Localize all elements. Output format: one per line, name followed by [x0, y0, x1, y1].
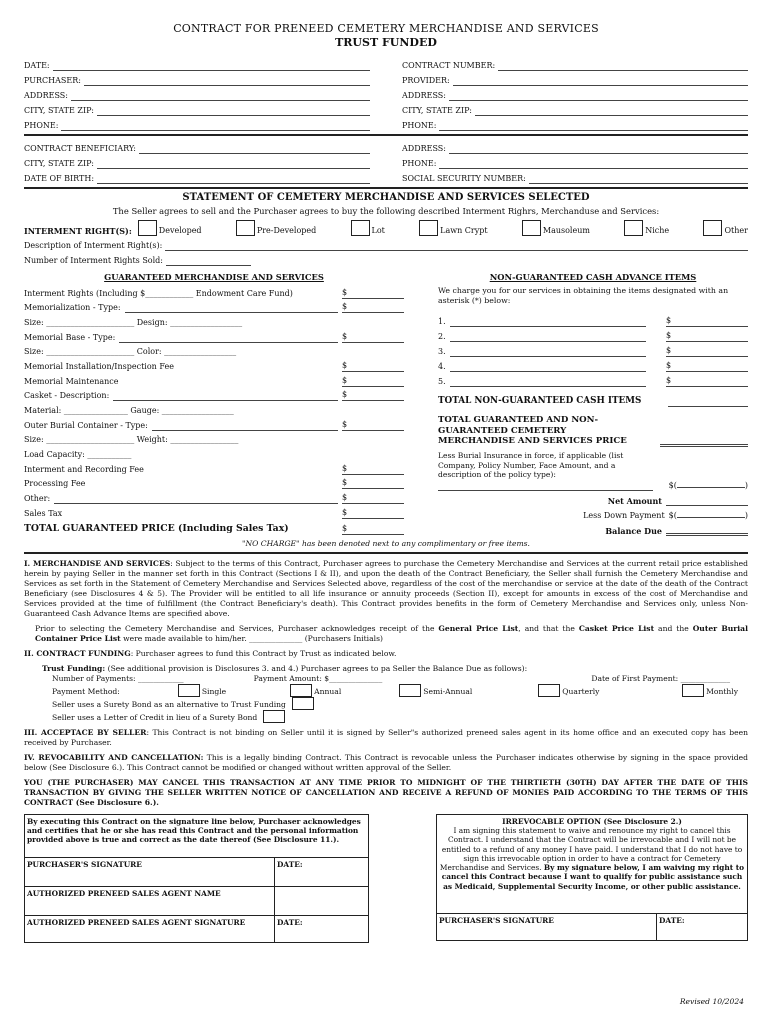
purchaser-field-1-line [24, 71, 370, 86]
cash-item-amount[interactable]: $ [666, 332, 748, 342]
guaranteed-row-label: Interment and Recording Fee [24, 464, 144, 474]
guaranteed-row-amount[interactable]: $ [342, 303, 404, 313]
guaranteed-row-input[interactable] [119, 334, 338, 343]
statement-intro: The Seller agrees to sell and the Purchaser agrees to buy the following described Interment Righrs, Merchanduse and Services: [112, 206, 660, 216]
interment-option-label: Lot [371, 225, 385, 235]
cash-item-number: 5. [438, 376, 446, 386]
guaranteed-row-label: Other: [24, 494, 51, 504]
quarterly-checkbox[interactable] [538, 684, 560, 697]
provider-field-3-line [402, 101, 748, 116]
guaranteed-row-label: Processing Fee [24, 479, 86, 489]
purchaser-field-3-label: CITY, STATE ZIP: [24, 105, 94, 115]
interment-option-2 [345, 220, 385, 236]
guaranteed-row [24, 372, 404, 387]
purchaser-field-2-label: ADDRESS: [24, 90, 68, 100]
interment-option-1 [230, 220, 316, 236]
beneficiary-block [24, 139, 748, 184]
cash-item-row [438, 372, 748, 387]
guaranteed-row-amount[interactable]: $ [342, 377, 404, 387]
no-charge-note: "NO CHARGE" has been denoted next to any complimentary or free items. [242, 538, 530, 548]
grand-total-amount[interactable] [660, 435, 748, 447]
provider-field-3-input[interactable] [475, 106, 748, 116]
guaranteed-row-label: Size: ______________________ Color: __________________ [24, 347, 237, 357]
guaranteed-row-input[interactable] [113, 392, 338, 401]
cash-item-row [438, 312, 748, 327]
irrevocable-signature-field[interactable]: PURCHASER'S SIGNATURE [437, 913, 657, 940]
beneficiary-fields [24, 139, 370, 184]
guaranteed-row [24, 460, 404, 475]
guaranteed-row-label: Memorialization - Type: [24, 303, 121, 313]
cash-item-amount[interactable]: $ [666, 347, 748, 357]
beneficiary-field-2-input[interactable] [97, 174, 370, 184]
nonguaranteed-intro: We charge you for our services in obtaining the items designated with an asterisk (*) below: [438, 285, 729, 305]
guaranteed-row-label: Load Capacity: ___________ [24, 450, 132, 460]
interment-option-checkbox[interactable] [419, 220, 438, 236]
cash-item-row [438, 327, 748, 342]
cash-item-input[interactable] [450, 348, 646, 357]
guaranteed-row-label: Memorial Maintenance [24, 376, 119, 386]
guaranteed-row-amount[interactable]: $ [342, 479, 404, 489]
beneficiary-field-0-input[interactable] [139, 144, 370, 154]
interment-option-label: Niche [645, 225, 670, 235]
guaranteed-row-label: Size: ______________________ Weight: _________________ [24, 435, 239, 445]
provider-field-1-label: PROVIDER: [402, 75, 450, 85]
provider-field-4-label: PHONE: [402, 120, 437, 130]
beneficiary-info-field-2-label: SOCIAL SECURITY NUMBER: [402, 173, 526, 183]
beneficiary-contact-fields [402, 139, 748, 184]
number-line: Number of Interment Rights Sold: [24, 251, 748, 266]
purchaser-date-field[interactable]: DATE: [275, 857, 369, 886]
interment-option-3 [413, 220, 487, 236]
revision-label: Revised 10/2024 [679, 997, 744, 1006]
surety-bond-checkbox[interactable] [292, 697, 314, 710]
beneficiary-field-1-label: CITY, STATE ZIP: [24, 158, 94, 168]
beneficiary-info-field-2-input[interactable] [529, 174, 748, 184]
guaranteed-row-amount[interactable]: $ [342, 362, 404, 372]
cash-item-amount[interactable]: $ [666, 377, 748, 387]
guaranteed-row-input[interactable] [152, 422, 338, 431]
price-list-ack: Prior to selecting the Cemetery Merchandise and Services, Purchaser acknowledges receipt of the General Price List, and that the Casket Price List and the Outer Burial Container Price List were made available to him/her. ______________ (Purchasers Initials) [35, 624, 748, 644]
cash-item-input[interactable] [450, 378, 646, 387]
price-block [24, 272, 748, 536]
interment-option-checkbox[interactable] [624, 220, 643, 236]
interment-option-label: Lawn Crypt [440, 225, 488, 235]
interment-rights-label: INTERMENT RIGHT(S): [24, 225, 132, 236]
beneficiary-info-field-0-line [402, 139, 748, 154]
insurance-amount[interactable]: $( ) [668, 480, 748, 490]
net-row: Net Amount [438, 491, 748, 506]
guaranteed-row-amount[interactable]: $ [342, 509, 404, 519]
purchaser-field-3-line [24, 101, 370, 116]
document-title: CONTRACT FOR PRENEED CEMETERY MERCHANDISE AND SERVICES [173, 22, 599, 35]
guaranteed-row-input[interactable] [54, 495, 338, 504]
provider-field-2-line [402, 86, 748, 101]
agent-name-field[interactable]: AUTHORIZED PRENEED SALES AGENT NAME [25, 886, 275, 915]
contract-page [24, 22, 748, 943]
interment-option-4 [516, 220, 590, 236]
provider-field-0-input[interactable] [498, 61, 748, 71]
provider-field-2-label: ADDRESS: [402, 90, 446, 100]
insurance-row: Less Burial Insurance in force, if applicable (list Company, Policy Number, Face Amount, and a description of the policy type): $( ) [438, 451, 748, 490]
cancellation-notice: YOU (THE PURCHASER) MAY CANCEL THIS TRANSACTION AT ANY TIME PRIOR TO MIDNIGHT OF THE THIRTIETH (30TH) DAY AFTER THE DATE OF THIS TRANSACTION BY GIVING THE SELLER WRITTEN NOTICE OF CANCELLATION AND RECEIVE A REFUND OF MONIES PAID ACCORDING TO THE TERMS OF THIS CONTRACT (See Disclosure 6.). [24, 777, 748, 807]
interment-option-0 [132, 220, 202, 236]
cash-item-number: 4. [438, 361, 446, 371]
guaranteed-row [24, 343, 404, 358]
cash-item-number: 2. [438, 331, 446, 341]
total-guaranteed-amount[interactable]: $ [342, 525, 404, 535]
net-amount[interactable] [666, 496, 748, 506]
beneficiary-field-0-line [24, 139, 370, 154]
purchaser-field-2-input[interactable] [71, 91, 370, 101]
statement-title: STATEMENT OF CEMETERY MERCHANDISE AND SERVICES SELECTED [182, 191, 590, 203]
guaranteed-row [24, 357, 404, 372]
purchaser-field-3-input[interactable] [97, 106, 370, 116]
description-input[interactable] [165, 241, 748, 251]
guaranteed-heading: GUARANTEED MERCHANDISE AND SERVICES [104, 271, 324, 282]
purchaser-field-0-label: DATE: [24, 60, 50, 70]
guaranteed-row [24, 328, 404, 343]
provider-field-0-line [402, 56, 748, 71]
guaranteed-column [24, 272, 404, 536]
purchaser-field-4-label: PHONE: [24, 120, 59, 130]
balance-row: Balance Due [438, 521, 748, 536]
cash-item-input[interactable] [450, 318, 646, 327]
guaranteed-row-label: Casket - Description: [24, 391, 110, 401]
cash-item-amount[interactable]: $ [666, 317, 748, 327]
single-checkbox[interactable] [178, 684, 200, 697]
annual-checkbox[interactable] [290, 684, 312, 697]
grand-total-row: TOTAL GUARANTEED AND NON-GUARANTEED CEMETERY MERCHANDISE AND SERVICES PRICE [438, 415, 748, 447]
irrevocable-title: IRREVOCABLE OPTION (See Disclosure 2.) [502, 816, 682, 826]
interment-rights-row [24, 220, 748, 236]
interment-option-checkbox[interactable] [703, 220, 722, 236]
description-line: Description of Interment Right(s): [24, 236, 748, 251]
cash-item-number: 3. [438, 346, 446, 356]
document-subtitle: TRUST FUNDED [335, 35, 437, 49]
down-amount[interactable]: $( ) [668, 510, 748, 520]
section-merchandise: I. MERCHANDISE AND SERVICES: Subject to the terms of this Contract, Purchaser agrees to purchase the Cemetery Merchandise and Services at the current retail price established herein by paying Seller in the manner set forth in this Contract (Sections I & II), and upon the death of the Contract Beneficiary, the Seller shall furnish the Cemetery Merchandise and Services as set forth in the Statement of Cemetery Merchandise and Services Selected above, regardless of the cost of the merchandise or service at the date of the death of the Contract Beneficiary (see Disclosures 4 & 5). The Provider will be entitled to all life insurance or annuity proceeds (Section II), except for amounts in excess of the cost of Merchandise and Services provided at the time of fulfillment (the Contract Beneficiary's death). This Contract provides benefits in the form of Cemetery Merchandise and Services only, unless Non-Guaranteed Cash Advance Items are specified above. [24, 559, 748, 619]
provider-field-4-line [402, 116, 748, 131]
agent-signature-field[interactable]: AUTHORIZED PRENEED SALES AGENT SIGNATURE [25, 915, 275, 942]
guaranteed-row [24, 401, 404, 416]
interment-option-checkbox[interactable] [522, 220, 541, 236]
balance-amount[interactable] [666, 524, 748, 536]
beneficiary-field-2-label: DATE OF BIRTH: [24, 173, 95, 183]
beneficiary-info-field-2-line [402, 169, 748, 184]
purchaser-fields [24, 56, 370, 131]
guaranteed-row-label: Memorial Installation/Inspection Fee [24, 361, 174, 371]
cash-item-input[interactable] [450, 333, 646, 342]
beneficiary-info-field-0-label: ADDRESS: [402, 143, 446, 153]
cash-item-row [438, 342, 748, 357]
signature-section [24, 814, 748, 943]
total-nonguaranteed-row: TOTAL NON-GUARANTEED CASH ITEMS [438, 387, 748, 407]
cash-item-row [438, 357, 748, 372]
purchaser-provider-block [24, 56, 748, 131]
number-input[interactable] [166, 256, 251, 266]
guaranteed-row [24, 504, 404, 519]
purchaser-signature-field[interactable]: PURCHASER'S SIGNATURE [25, 857, 275, 886]
interment-option-checkbox[interactable] [138, 220, 157, 236]
guaranteed-row-label: Outer Burial Container - Type: [24, 420, 148, 430]
guaranteed-row-input[interactable] [125, 304, 338, 313]
interment-option-label: Mausoleum [542, 225, 590, 235]
guaranteed-row-amount[interactable]: $ [342, 465, 404, 475]
guaranteed-row-amount[interactable]: $ [342, 391, 404, 401]
provider-fields [402, 56, 748, 131]
purchaser-field-0-input[interactable] [53, 61, 370, 71]
beneficiary-info-field-0-input[interactable] [449, 144, 748, 154]
irrevocable-option-table: IRREVOCABLE OPTION (See Disclosure 2.) I am signing this statement to waive and renounce my right to cancel this Contract. I understand that the Contract will be irrevocable and I will not be entitled to a refund of any money I have paid. I understand that I do not have to sign this irrevocable option in order to have a contract for Cemetery Merchandise and Services. By my signature below, I am waiving my right to cancel this Contract because I want to qualify for public assistance such as Medicaid, Supplemental Security Income, or other public assistance. PURCHASER'S SIGNATURE DATE: [436, 814, 748, 941]
beneficiary-field-0-label: CONTRACT BENEFICIARY: [24, 143, 136, 153]
beneficiary-field-2-line [24, 169, 370, 184]
beneficiary-info-field-1-line [402, 154, 748, 169]
guaranteed-row [24, 284, 404, 299]
interment-option-5 [618, 220, 669, 236]
beneficiary-field-1-input[interactable] [97, 159, 370, 169]
guaranteed-row-amount[interactable]: $ [342, 494, 404, 504]
provider-field-3-label: CITY, STATE ZIP: [402, 105, 472, 115]
cash-item-number: 1. [438, 316, 446, 326]
interment-option-label: Other [724, 225, 748, 235]
purchaser-field-1-label: PURCHASER: [24, 75, 81, 85]
provider-field-4-input[interactable] [439, 121, 748, 131]
section-funding: II. CONTRACT FUNDING: Purchaser agrees to fund this Contract by Trust as indicated below. [24, 649, 397, 659]
guaranteed-row [24, 313, 404, 328]
guaranteed-row-label: Size: ______________________ Design: __________________ [24, 317, 243, 327]
interment-option-label: Developed [158, 225, 202, 235]
section-acceptance: III. ACCEPTACE BY SELLER: This Contract is not binding on Seller until it is signed by Seller"s authorized preneed sales agent in its home office and an executed copy has been received by Purchaser. [24, 727, 748, 747]
irrevocable-date-field[interactable]: DATE: [657, 913, 748, 940]
nonguaranteed-heading: NON-GUARANTEED CASH ADVANCE ITEMS [489, 271, 697, 282]
interment-option-6 [697, 220, 747, 236]
down-row: Less Down Payment $( ) [583, 510, 748, 520]
monthly-checkbox[interactable] [682, 684, 704, 697]
beneficiary-info-field-1-label: PHONE: [402, 158, 437, 168]
semiannual-checkbox[interactable] [399, 684, 421, 697]
provider-field-1-line [402, 71, 748, 86]
provider-field-2-input[interactable] [449, 91, 748, 101]
purchaser-field-4-line [24, 116, 370, 131]
interment-option-label: Pre-Developed [256, 225, 317, 235]
section-revocability: IV. REVOCABILITY AND CANCELLATION: This is a legally binding Contract. This Contract is revocable unless the Purchaser indicates otherwise by signing in the space provided below (See Disclosure 6.). This Contract cannot be modified or changed without written approval of the Seller. [24, 752, 748, 772]
guaranteed-row-amount[interactable]: $ [342, 289, 404, 299]
provider-field-1-input[interactable] [453, 76, 748, 86]
interment-options [132, 220, 748, 236]
letter-credit-checkbox[interactable] [263, 710, 285, 723]
guaranteed-row-label: Memorial Base - Type: [24, 332, 116, 342]
guaranteed-row [24, 431, 404, 446]
cash-item-input[interactable] [450, 363, 646, 372]
purchaser-field-4-input[interactable] [61, 121, 370, 131]
guaranteed-row-label: Sales Tax [24, 508, 63, 518]
provider-field-0-label: CONTRACT NUMBER: [402, 60, 496, 70]
guaranteed-row-amount[interactable]: $ [342, 421, 404, 431]
payment-method-row: Payment Method: Single Annual Semi-Annual Quarterly Monthly [42, 684, 748, 697]
guaranteed-row-amount[interactable]: $ [342, 333, 404, 343]
guaranteed-row [24, 475, 404, 490]
guaranteed-row-label: Material: ________________ Gauge: __________________ [24, 406, 234, 416]
guaranteed-row [24, 489, 404, 504]
nonguaranteed-column [438, 272, 748, 536]
purchaser-field-0-line [24, 56, 370, 71]
guaranteed-row [24, 445, 404, 460]
trust-funding-block: Trust Funding: (See additional provision is Disclosures 3. and 4.) Purchaser agrees to pa Seller the Balance Due as follows): Number of Payments: ____________ Payment Amount: $______________ Date of First Payment: _____________ Payment Method: Single Annual Semi-Annual Quarterly Monthly Seller uses a Surety Bond as an alternative to Trust Funding Seller uses a Letter of Credit in lieu of a Surety Bond [24, 664, 748, 723]
purchaser-field-1-input[interactable] [84, 76, 370, 86]
total-guaranteed-row: TOTAL GUARANTEED PRICE (Including Sales Tax) $ [24, 519, 404, 535]
beneficiary-info-field-1-input[interactable] [439, 159, 748, 169]
cash-item-amount[interactable]: $ [666, 362, 748, 372]
guaranteed-row [24, 416, 404, 431]
guaranteed-row [24, 299, 404, 314]
total-nonguaranteed-amount[interactable] [668, 397, 748, 407]
interment-option-checkbox[interactable] [236, 220, 255, 236]
agent-date-field[interactable]: DATE: [275, 915, 369, 942]
interment-option-checkbox[interactable] [351, 220, 370, 236]
beneficiary-field-1-line [24, 154, 370, 169]
guaranteed-row [24, 387, 404, 402]
purchaser-signature-table: By executing this Contract on the signature line below, Purchaser acknowledges and certifies that he or she has read this Contract and the personal information provided above is true and correct as the date thereof (See Disclosure 11.). PURCHASER'S SIGNATURE DATE: AUTHORIZED PRENEED SALES AGENT NAME AUTHORIZED PRENEED SALES AGENT SIGNATURE DATE: [24, 814, 369, 943]
purchaser-field-2-line [24, 86, 370, 101]
insurance-input[interactable] [438, 481, 653, 491]
guaranteed-row-label: Interment Rights (Including $____________ Endowment Care Fund) [24, 288, 293, 298]
